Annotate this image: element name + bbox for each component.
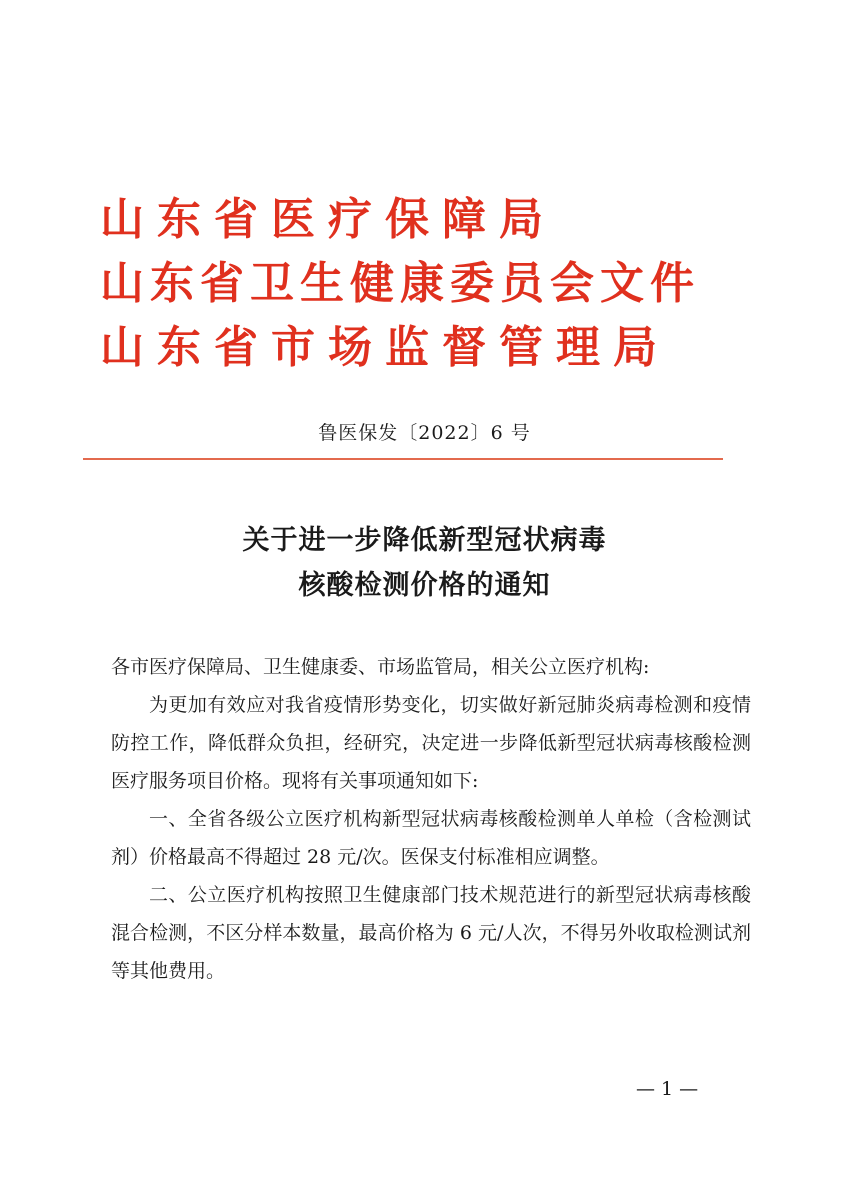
page-number: — 1 — [636, 1078, 699, 1100]
issuer-line-medical-security: 山东省医疗保障局 [100, 194, 556, 245]
salutation: 各市医疗保障局、卫生健康委、市场监管局，相关公立医疗机构: [111, 656, 650, 678]
title-line-1: 关于进一步降低新型冠状病毒 [242, 525, 607, 556]
issuer-line-market-regulation: 山东省市场监督管理局 [100, 322, 670, 373]
document-body [111, 648, 751, 990]
item-2-paragraph: 二、公立医疗机构按照卫生健康部门技术规范进行的新型冠状病毒核酸混合检测，不区分样本数量，最高价格为 6 元/人次，不得另外收取检测试剂等其他费用。 [111, 884, 751, 982]
title-line-2: 核酸检测价格的通知 [298, 570, 551, 601]
issuer-header [100, 188, 780, 380]
issuer-line-health-commission: 山东省卫生健康委员会文件 [100, 258, 700, 309]
header-divider [83, 458, 723, 460]
document-number: 鲁医保发〔2022〕6 号 [318, 422, 531, 444]
item-1-paragraph: 一、全省各级公立医疗机构新型冠状病毒核酸检测单人单检（含检测试剂）价格最高不得超过 28 元/次。医保支付标准相应调整。 [111, 808, 751, 868]
intro-paragraph: 为更加有效应对我省疫情形势变化，切实做好新冠肺炎病毒检测和疫情防控工作，降低群众负担，经研究，决定进一步降低新型冠状病毒核酸检测医疗服务项目价格。现将有关事项通知如下: [111, 694, 751, 792]
document-title [0, 518, 849, 608]
